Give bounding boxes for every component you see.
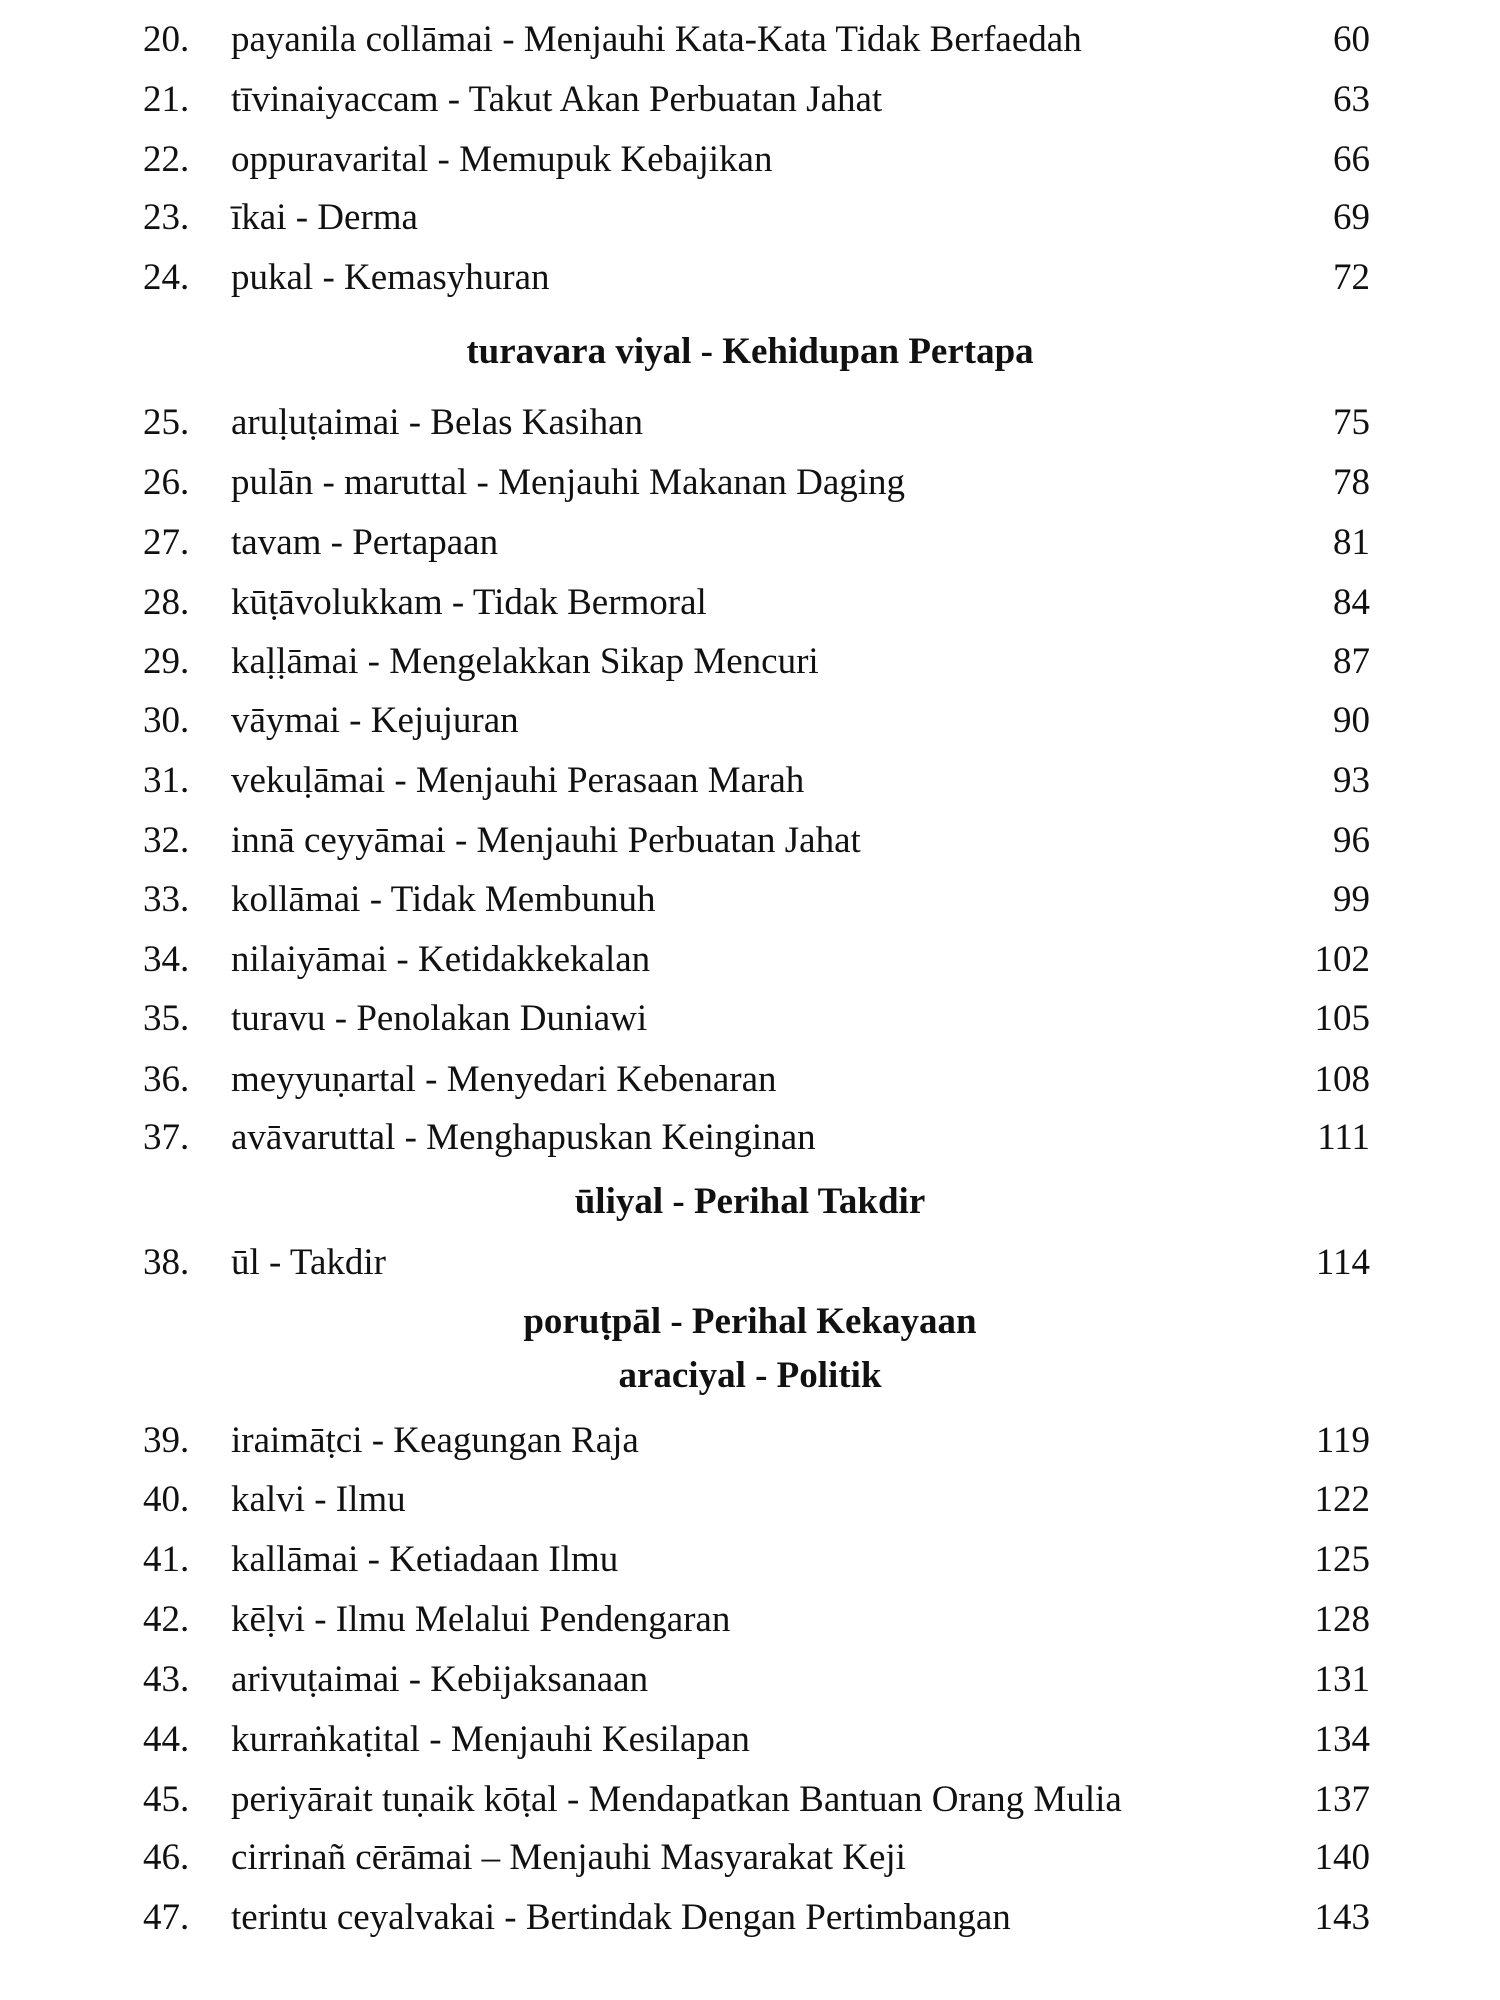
entry-number: 42. [143, 1599, 190, 1640]
entry-title: vekuḷāmai - Menjauhi Perasaan Marah [231, 760, 805, 801]
entry-number: 24. [143, 257, 190, 298]
entry-number: 35. [143, 998, 190, 1039]
entry-page-number: 63 [1333, 79, 1370, 120]
entry-number: 46. [143, 1837, 190, 1878]
entry-page-number: 105 [1314, 998, 1370, 1039]
entry-page-number: 128 [1314, 1599, 1370, 1640]
entry-number: 34. [143, 939, 190, 980]
section-heading: ūliyal - Perihal Takdir [574, 1181, 926, 1222]
entry-page-number: 125 [1314, 1539, 1370, 1580]
entry-title: arivuṭaimai - Kebijaksanaan [231, 1659, 649, 1700]
entry-number: 28. [143, 582, 190, 623]
entry-page-number: 99 [1333, 879, 1370, 920]
entry-title: pulān - maruttal - Menjauhi Makanan Daging [231, 462, 906, 503]
entry-number: 20. [143, 19, 190, 60]
entry-page-number: 60 [1333, 19, 1370, 60]
entry-page-number: 137 [1314, 1779, 1370, 1820]
toc-entry [0, 1715, 1500, 1765]
entry-number: 27. [143, 522, 190, 563]
entry-number: 45. [143, 1779, 190, 1820]
entry-page-number: 114 [1315, 1242, 1370, 1283]
entry-title: nilaiyāmai - Ketidakkekalan [231, 939, 651, 980]
toc-entry [0, 637, 1500, 687]
entry-number: 30. [143, 700, 190, 741]
entry-title: kēḷvi - Ilmu Melalui Pendengaran [231, 1599, 731, 1640]
toc-entry [0, 193, 1500, 243]
entry-number: 37. [143, 1117, 190, 1158]
entry-page-number: 78 [1333, 462, 1370, 503]
toc-entry [0, 1775, 1500, 1825]
toc-entry [0, 578, 1500, 628]
entry-title: cirrinañ cērāmai – Menjauhi Masyarakat Keji [231, 1837, 906, 1878]
entry-title: kaḷḷāmai - Mengelakkan Sikap Mencuri [231, 641, 819, 682]
toc-entry [0, 1475, 1500, 1525]
entry-title: aruḷuṭaimai - Belas Kasihan [231, 402, 644, 443]
toc-entry [0, 935, 1500, 985]
toc-entry [0, 135, 1500, 185]
entry-title: payanila collāmai - Menjauhi Kata-Kata Tidak Berfaedah [231, 19, 1082, 60]
entry-page-number: 122 [1314, 1479, 1370, 1520]
entry-page-number: 81 [1333, 522, 1370, 563]
entry-number: 26. [143, 462, 190, 503]
toc-entry [0, 1055, 1500, 1105]
toc-entry [0, 1655, 1500, 1705]
entry-number: 44. [143, 1719, 190, 1760]
entry-page-number: 66 [1333, 139, 1370, 180]
entry-title: vāymai - Kejujuran [231, 700, 519, 741]
entry-number: 33. [143, 879, 190, 920]
entry-page-number: 75 [1333, 402, 1370, 443]
entry-title: īkai - Derma [231, 197, 418, 238]
entry-title: avāvaruttal - Menghapuskan Keinginan [231, 1117, 816, 1158]
entry-page-number: 134 [1314, 1719, 1370, 1760]
entry-number: 23. [143, 197, 190, 238]
entry-title: meyyuṇartal - Menyedari Kebenaran [231, 1059, 777, 1100]
toc-entry [0, 253, 1500, 303]
entry-page-number: 140 [1314, 1837, 1370, 1878]
toc-entry [0, 1595, 1500, 1645]
entry-title: tavam - Pertapaan [231, 522, 499, 563]
section-heading: araciyal - Politik [618, 1355, 882, 1396]
entry-number: 31. [143, 760, 190, 801]
entry-page-number: 96 [1333, 820, 1370, 861]
toc-entry [0, 994, 1500, 1044]
toc-entry [0, 15, 1500, 65]
toc-entry [0, 75, 1500, 125]
entry-title: kurraṅkaṭital - Menjauhi Kesilapan [231, 1719, 750, 1760]
toc-entry [0, 1238, 1500, 1288]
entry-page-number: 143 [1314, 1897, 1370, 1938]
entry-page-number: 119 [1315, 1420, 1370, 1461]
toc-entry [0, 1833, 1500, 1883]
entry-title: turavu - Penolakan Duniawi [231, 998, 648, 1039]
toc-entry [0, 1416, 1500, 1466]
entry-page-number: 69 [1333, 197, 1370, 238]
entry-number: 36. [143, 1059, 190, 1100]
entry-page-number: 102 [1314, 939, 1370, 980]
toc-entry [0, 756, 1500, 806]
entry-page-number: 87 [1333, 641, 1370, 682]
entry-number: 22. [143, 139, 190, 180]
entry-title: innā ceyyāmai - Menjauhi Perbuatan Jahat [231, 820, 861, 861]
entry-title: ūl - Takdir [231, 1242, 386, 1283]
entry-title: iraimāṭci - Keagungan Raja [231, 1420, 639, 1461]
entry-number: 25. [143, 402, 190, 443]
entry-page-number: 111 [1317, 1117, 1370, 1158]
entry-number: 40. [143, 1479, 190, 1520]
toc-entry [0, 458, 1500, 508]
toc-entry [0, 1535, 1500, 1585]
entry-number: 21. [143, 79, 190, 120]
entry-number: 29. [143, 641, 190, 682]
entry-title: kūṭāvolukkam - Tidak Bermoral [231, 582, 707, 623]
toc-entry [0, 518, 1500, 568]
entry-page-number: 84 [1333, 582, 1370, 623]
entry-page-number: 93 [1333, 760, 1370, 801]
section-heading: turavara viyal - Kehidupan Pertapa [466, 331, 1034, 372]
entry-number: 47. [143, 1897, 190, 1938]
entry-title: tīvinaiyaccam - Takut Akan Perbuatan Jahat [231, 79, 883, 120]
toc-entry [0, 1893, 1500, 1943]
entry-title: terintu ceyalvakai - Bertindak Dengan Pertimbangan [231, 1897, 1011, 1938]
entry-title: pukal - Kemasyhuran [231, 257, 550, 298]
entry-page-number: 90 [1333, 700, 1370, 741]
section-heading: poruṭpāl - Perihal Kekayaan [523, 1301, 977, 1342]
entry-number: 38. [143, 1242, 190, 1283]
entry-page-number: 131 [1314, 1659, 1370, 1700]
toc-entry [0, 1113, 1500, 1163]
toc-entry [0, 816, 1500, 866]
entry-number: 41. [143, 1539, 190, 1580]
toc-entry [0, 696, 1500, 746]
entry-number: 43. [143, 1659, 190, 1700]
entry-page-number: 108 [1314, 1059, 1370, 1100]
toc-entry [0, 875, 1500, 925]
toc-entry [0, 398, 1500, 448]
entry-title: kalvi - Ilmu [231, 1479, 406, 1520]
entry-number: 39. [143, 1420, 190, 1461]
entry-title: oppuravarital - Memupuk Kebajikan [231, 139, 773, 180]
entry-number: 32. [143, 820, 190, 861]
entry-title: kallāmai - Ketiadaan Ilmu [231, 1539, 619, 1580]
entry-title: periyārait tuṇaik kōṭal - Mendapatkan Bantuan Orang Mulia [231, 1779, 1122, 1820]
entry-title: kollāmai - Tidak Membunuh [231, 879, 656, 920]
entry-page-number: 72 [1333, 257, 1370, 298]
